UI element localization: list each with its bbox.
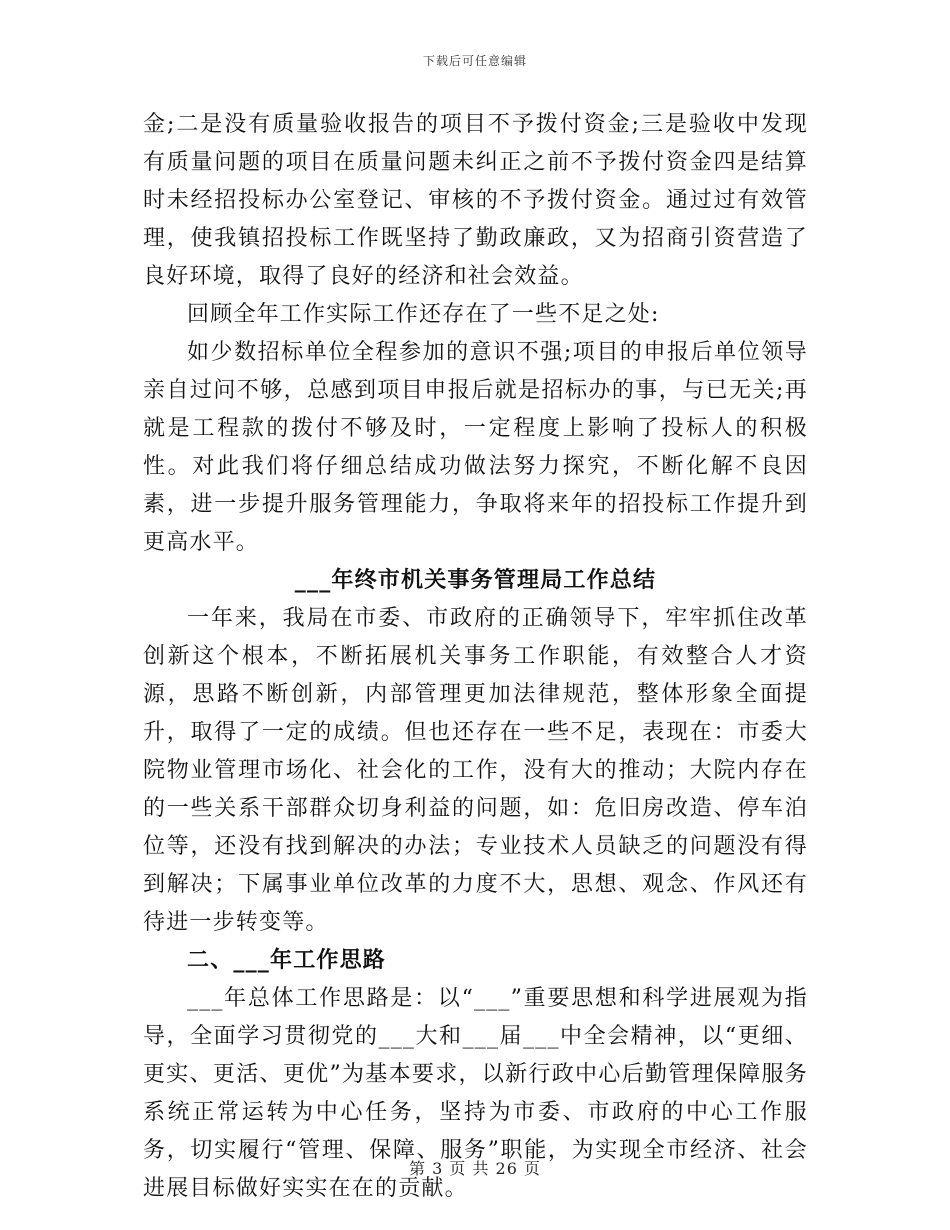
document-body [143,106,808,1208]
section-title: ___年终市机关事务管理局工作总结 [294,568,657,593]
page-number: 第 3 页 共 26 页 [409,1159,541,1178]
paragraph-work-plan: ___年总体工作思路是：以“___”重要思想和科学进展观为指导，全面学习贯彻党的___大和___届___中全会精神，以“更细、更实、更活、更优”为基本要求，以新行政中心后勤管理保障服务系统正常运转为中心任务，坚持为市委、市政府的中心工作服务，切实履行“管理、保障、服务”职能，为实现全市经济、社会进展目标做好实实在在的贡献。 [143,986,808,1201]
section-subheading: 二、___年工作思路 [187,948,387,973]
paragraph-year-review: 一年来，我局在市委、市政府的正确领导下，牢牢抓住改革创新这个根本，不断拓展机关事务工作职能，有效整合人才资源，思路不断创新，内部管理更加法律规范，整体形象全面提升，取得了一定的成绩。但也还存在一些不足，表现在：市委大院物业管理市场化、社会化的工作，没有大的推动；大院内存在的一些关系干部群众切身利益的问题，如：危旧房改造、停车泊位等，还没有找到解决的办法；专业技术人员缺乏的问题没有得到解决；下属事业单位改革的力度不大，思想、观念、作风还有待进一步转变等。 [143,606,808,935]
paragraph-bidding-funds: 金;二是没有质量验收报告的项目不予拨付资金;三是验收中发现有质量问题的项目在质量问题未纠正之前不予拨付资金四是结算时未经招投标办公室登记、审核的不予拨付资金。通过过有效管理，使我镇招投标工作既坚持了勤政廉政，又为招商引资营造了良好环境，取得了良好的经济和社会效益。 [143,112,808,289]
paragraph-review-intro: 回顾全年工作实际工作还存在了一些不足之处: [187,302,660,327]
paragraph-shortcomings: 如少数招标单位全程参加的意识不强;项目的申报后单位领导亲自过问不够，总感到项目申报后就是招标办的事，与已无关;再就是工程款的拨付不够及时，一定程度上影响了投标人的积极性。对此我们将仔细总结成功做法努力探究，不断化解不良因素，进一步提升服务管理能力，争取将来年的招投标工作提升到更高水平。 [143,340,808,555]
page-header: 下载后可任意编辑 [422,54,527,68]
